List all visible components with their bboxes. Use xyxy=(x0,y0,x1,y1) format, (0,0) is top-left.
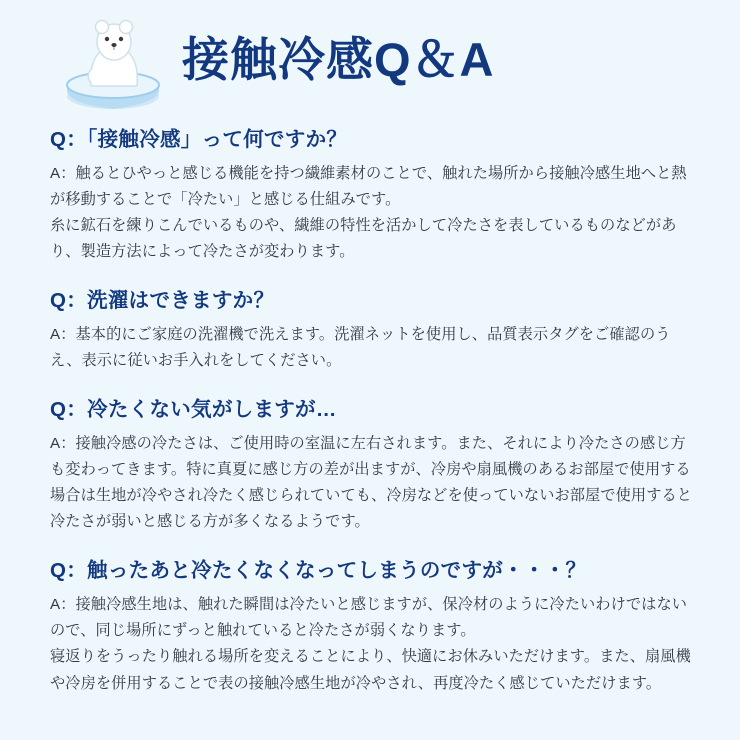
page-title: 接触冷感Q＆A xyxy=(182,33,495,86)
faq-answer xyxy=(50,161,696,266)
faq-question: Q：「接触冷感」って何ですか？ xyxy=(50,128,348,151)
faq-item xyxy=(50,557,696,696)
faq-question: Q：冷たくない気がしますが… xyxy=(50,398,337,422)
faq-answer-paragraph: A：接触冷感の冷たさは、ご使用時の室温に左右されます。また、それにより冷たさの感じ方も変わってきます。特に真夏に感じ方の差が出ますが、冷房や扇風機のあるお部屋で使用する場合は生地が冷やされ冷たく感じられていても、冷房などを使っていないお部屋で使用すると冷たさが弱いと感じる方が多くなるようです。 xyxy=(50,434,693,531)
faq-question: Q：触ったあと冷たくなくなってしまうのですが・・・？ xyxy=(50,559,587,583)
polar-bear-on-ice-icon xyxy=(58,10,168,115)
faq-item xyxy=(50,287,696,374)
faq-answer xyxy=(50,322,696,374)
faq-list xyxy=(50,126,696,719)
faq-answer-paragraph: A：接触冷感生地は、触れた瞬間は冷たいと感じますが、保冷材のように冷たいわけではないので、同じ場所にずっと触れていると冷たさが弱くなります。 xyxy=(50,596,688,640)
faq-answer xyxy=(50,431,696,536)
faq-answer-paragraph: 糸に鉱石を練りこんでいるものや、繊維の特性を活かして冷たさを表しているものなどがあり、製造方法によって冷たさが変わります。 xyxy=(50,216,677,261)
faq-answer xyxy=(50,592,696,697)
faq-answer-paragraph: 寝返りをうったり触れる場所を変えることにより、快適にお休みいただけます。また、扇風機や冷房を併用することで表の接触冷感生地が冷やされ、再度冷たく感じていただけます。 xyxy=(50,648,691,692)
faq-answer-paragraph: A：基本的にご家庭の洗濯機で洗えます。洗濯ネットを使用し、品質表示タグをご確認のうえ、表示に従いお手入れをしてください。 xyxy=(50,325,671,370)
faq-item xyxy=(50,396,696,535)
faq-question: Q：洗濯はできますか？ xyxy=(50,289,275,313)
faq-item xyxy=(50,126,696,265)
page-header xyxy=(0,0,740,118)
faq-answer-paragraph: A：触るとひやっと感じる機能を持つ繊維素材のことで、触れた場所から接触冷感生地へと熱が移動することで「冷たい」と感じる仕組みです。 xyxy=(50,164,687,208)
